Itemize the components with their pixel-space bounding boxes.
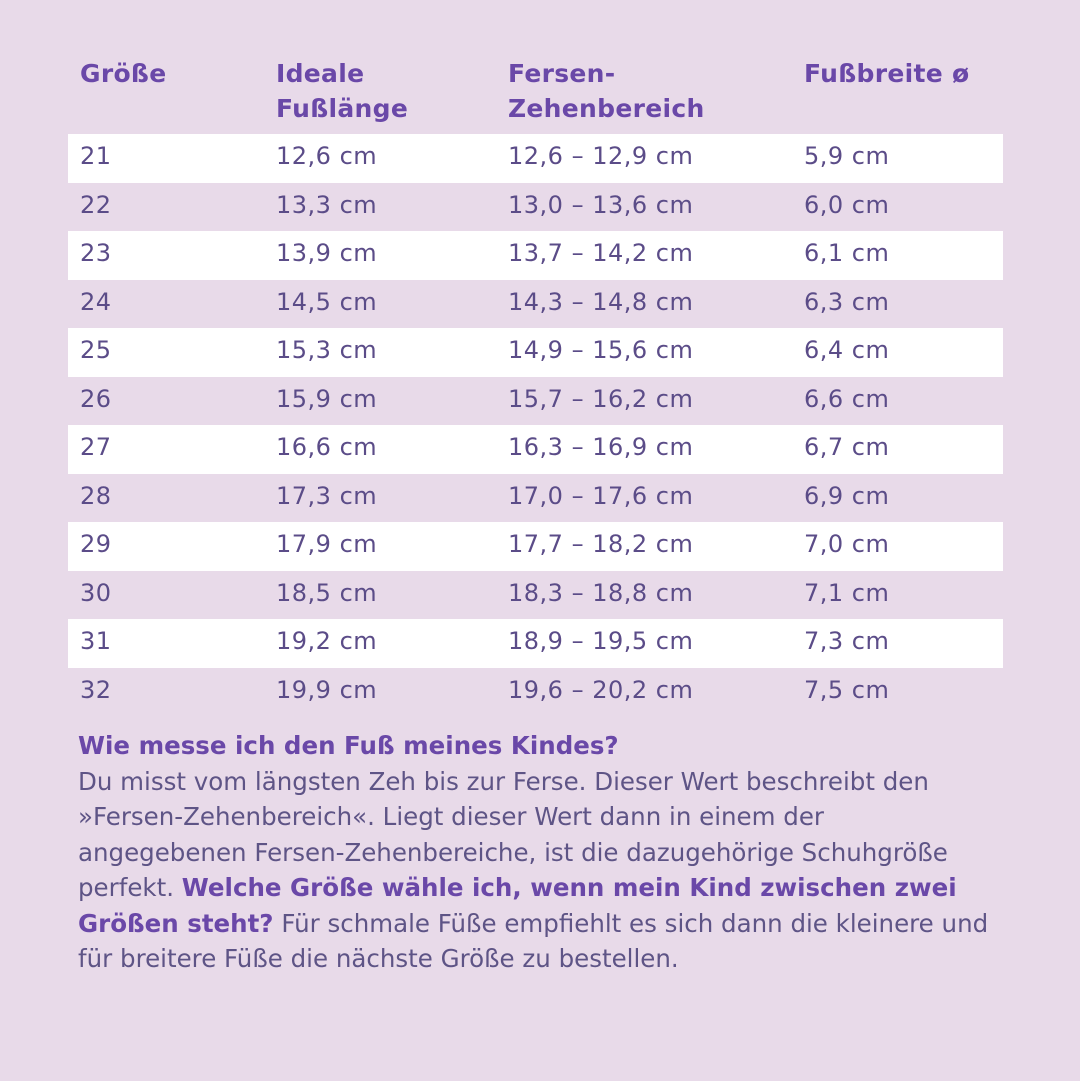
cell-ideal-foot-length: 19,9 cm: [276, 675, 378, 704]
cell-ideal-foot-length: 14,5 cm: [276, 287, 378, 316]
table-header: [0, 56, 1080, 136]
table-row: [68, 474, 1003, 523]
cell-heel-toe-range: 14,3 – 14,8 cm: [508, 287, 694, 316]
cell-size: 30: [80, 578, 112, 607]
cell-size: 23: [80, 239, 112, 267]
cell-size: 24: [80, 287, 112, 316]
cell-foot-width: 7,1 cm: [804, 578, 890, 607]
table-row: [68, 183, 1003, 232]
cell-ideal-foot-length: 13,9 cm: [276, 239, 378, 267]
cell-foot-width: 5,9 cm: [804, 142, 890, 170]
cell-foot-width: 6,1 cm: [804, 239, 890, 267]
cell-ideal-foot-length: 16,6 cm: [276, 433, 378, 461]
cell-foot-width: 7,3 cm: [804, 627, 890, 655]
cell-heel-toe-range: 19,6 – 20,2 cm: [508, 675, 694, 704]
cell-foot-width: 6,0 cm: [804, 190, 890, 219]
cell-heel-toe-range: 18,9 – 19,5 cm: [508, 627, 694, 655]
table-row: [68, 619, 1003, 668]
question-between-sizes: Welche Größe wähle ich, wenn mein Kind zwischen zwei Größen steht?: [78, 873, 957, 938]
cell-foot-width: 6,3 cm: [804, 287, 890, 316]
cell-size: 32: [80, 675, 112, 704]
cell-size: 25: [80, 336, 112, 364]
cell-size: 22: [80, 190, 112, 219]
cell-foot-width: 7,5 cm: [804, 675, 890, 704]
cell-heel-toe-range: 13,7 – 14,2 cm: [508, 239, 694, 267]
cell-ideal-foot-length: 17,3 cm: [276, 481, 378, 510]
cell-ideal-foot-length: 13,3 cm: [276, 190, 378, 219]
cell-ideal-foot-length: 12,6 cm: [276, 142, 378, 170]
header-heel-toe-range: Fersen- Zehenbereich: [508, 59, 705, 123]
question-how-to-measure: Wie messe ich den Fuß meines Kindes?: [78, 731, 619, 760]
table-row: [68, 522, 1003, 571]
cell-size: 29: [80, 530, 112, 558]
cell-size: 31: [80, 627, 112, 655]
cell-foot-width: 6,9 cm: [804, 481, 890, 510]
cell-foot-width: 6,4 cm: [804, 336, 890, 364]
cell-heel-toe-range: 14,9 – 15,6 cm: [508, 336, 694, 364]
cell-ideal-foot-length: 15,3 cm: [276, 336, 378, 364]
cell-size: 28: [80, 481, 112, 510]
cell-ideal-foot-length: 15,9 cm: [276, 384, 378, 413]
table-row: [68, 571, 1003, 620]
cell-heel-toe-range: 17,7 – 18,2 cm: [508, 530, 694, 558]
cell-heel-toe-range: 17,0 – 17,6 cm: [508, 481, 694, 510]
cell-size: 27: [80, 433, 112, 461]
measuring-instructions: [78, 728, 998, 977]
cell-foot-width: 7,0 cm: [804, 530, 890, 558]
table-row: [68, 328, 1003, 377]
table-row: [68, 668, 1003, 717]
cell-size: 21: [80, 142, 112, 170]
table-row: [68, 377, 1003, 426]
cell-size: 26: [80, 384, 112, 413]
cell-foot-width: 6,6 cm: [804, 384, 890, 413]
cell-heel-toe-range: 13,0 – 13,6 cm: [508, 190, 694, 219]
table-row: [68, 231, 1003, 280]
cell-heel-toe-range: 12,6 – 12,9 cm: [508, 142, 694, 170]
header-ideal-foot-length: Ideale Fußlänge: [276, 59, 409, 123]
cell-ideal-foot-length: 18,5 cm: [276, 578, 378, 607]
answer-between-sizes: Für schmale Füße empfiehlt es sich dann die kleinere und für breitere Füße die nächste Größe zu bestellen.: [78, 908, 989, 973]
header-foot-width: Fußbreite ø: [804, 59, 970, 88]
cell-heel-toe-range: 18,3 – 18,8 cm: [508, 578, 694, 607]
cell-heel-toe-range: 15,7 – 16,2 cm: [508, 384, 694, 413]
cell-heel-toe-range: 16,3 – 16,9 cm: [508, 433, 694, 461]
header-size: Größe: [80, 59, 167, 88]
table-row: [68, 425, 1003, 474]
cell-ideal-foot-length: 19,2 cm: [276, 627, 378, 655]
table-row: [68, 280, 1003, 329]
table-row: [68, 134, 1003, 183]
cell-ideal-foot-length: 17,9 cm: [276, 530, 378, 558]
size-table: [68, 134, 1003, 716]
cell-foot-width: 6,7 cm: [804, 433, 890, 461]
answer-how-to-measure: Du misst vom längsten Zeh bis zur Ferse. Dieser Wert beschreibt den »Fersen-Zehenbereich«. Liegt dieser Wert dann in einem der angegebenen Fersen-Zehenbereiche, ist die dazugehörige Schuhgröße perfekt.: [78, 766, 948, 902]
